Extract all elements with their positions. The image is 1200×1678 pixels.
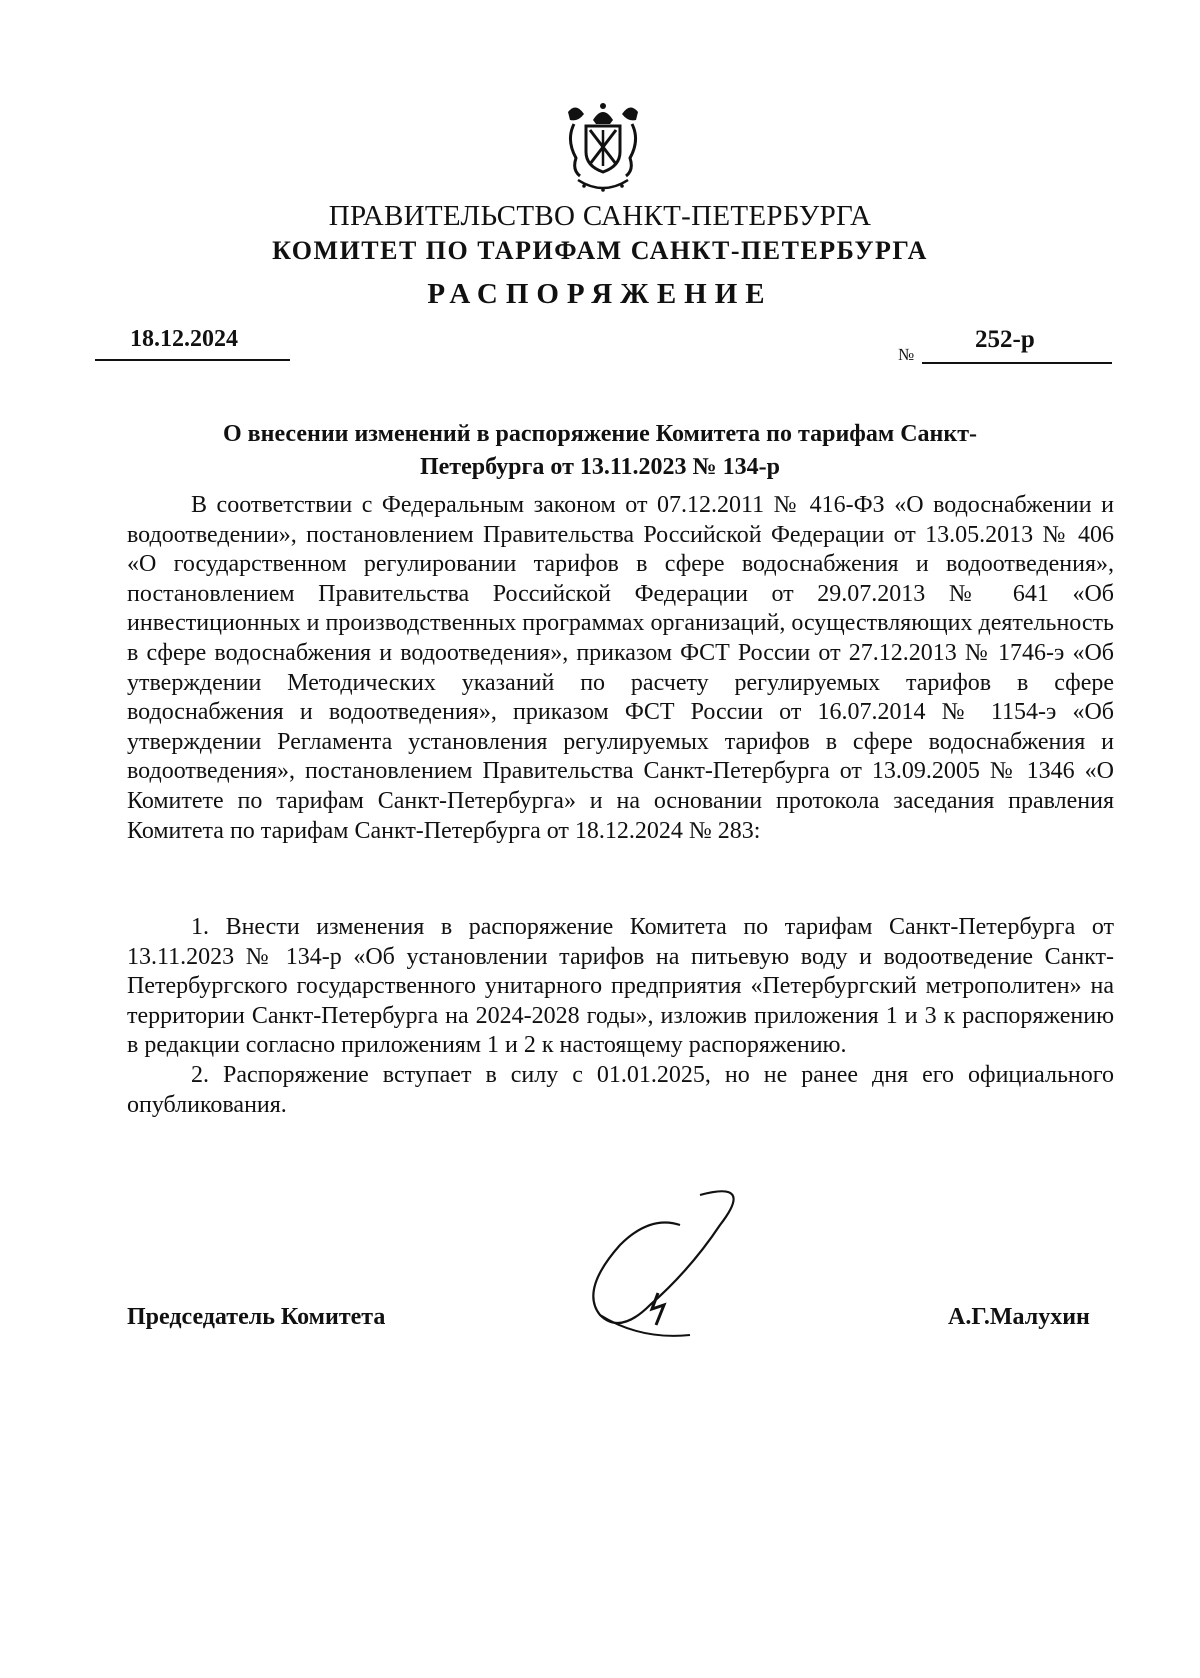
date-underline <box>95 359 290 361</box>
handwritten-signature <box>580 1185 760 1355</box>
item-2-paragraph: 2. Распоряжение вступает в силу с 01.01.2025, но не ранее дня его официального опубликования. <box>127 1061 1114 1118</box>
document-date: 18.12.2024 <box>130 326 238 352</box>
document-body-preamble <box>127 491 1114 846</box>
document-body-items <box>127 913 1114 1120</box>
document-number: 252-р <box>975 326 1035 353</box>
item-1-paragraph: 1. Внести изменения в распоряжение Комитета по тарифам Санкт-Петербурга от 13.11.2023 № 134-р «Об установлении тарифов на питьевую воду и водоотведение Санкт-Петербургского государственного унитарного предприятия «Петербургский метрополитен» на территории Санкт-Петербурга на 2024-2028 годы», изложив приложения 1 и 3 к распоряжению в редакции согласно приложениям 1 и 2 к настоящему распоряжению. <box>127 914 1114 1059</box>
government-title: ПРАВИТЕЛЬСТВО САНКТ-ПЕТЕРБУРГА <box>328 200 872 232</box>
number-sign: № <box>898 345 915 364</box>
number-underline <box>922 362 1112 364</box>
document-type: РАСПОРЯЖЕНИЕ <box>427 278 773 310</box>
st-petersburg-coat-of-arms-icon <box>548 100 658 200</box>
preamble-paragraph: В соответствии с Федеральным законом от 07.12.2011 № 416-ФЗ «О водоснабжении и водоотведении», постановлением Правительства Российской Федерации от 13.05.2013 № 406 «О государственном регулировании тарифов в сфере водоснабжения и водоотведения», постановлением Правительства Российской Федерации от 29.07.2013 № 641 «Об инвестиционных и производственных программах организаций, осуществляющих деятельность в сфере водоснабжения и водоотведения», приказом ФСТ России от 27.12.2013 № 1746-э «Об утверждении Методических указаний по расчету регулируемых тарифов в сфере водоснабжения и водоотведения», приказом ФСТ России от 16.07.2014 № 1154-э «Об утверждении Регламента установления регулируемых тарифов в сфере водоснабжения и водоотведения», постановлением Правительства Санкт-Петербурга от 13.09.2005 № 1346 «О Комитете по тарифам Санкт-Петербурга» и на основании протокола заседания правления Комитета по тарифам Санкт-Петербурга от 18.12.2024 № 283: <box>127 492 1114 844</box>
document-subject: О внесении изменений в распоряжение Комитета по тарифам Санкт-Петербурга от 13.11.2023 № 134-р <box>222 421 977 480</box>
committee-title: КОМИТЕТ ПО ТАРИФАМ САНКТ-ПЕТЕРБУРГА <box>272 236 928 265</box>
signer-title: Председатель Комитета <box>127 1304 386 1330</box>
signer-name: А.Г.Малухин <box>948 1304 1090 1330</box>
